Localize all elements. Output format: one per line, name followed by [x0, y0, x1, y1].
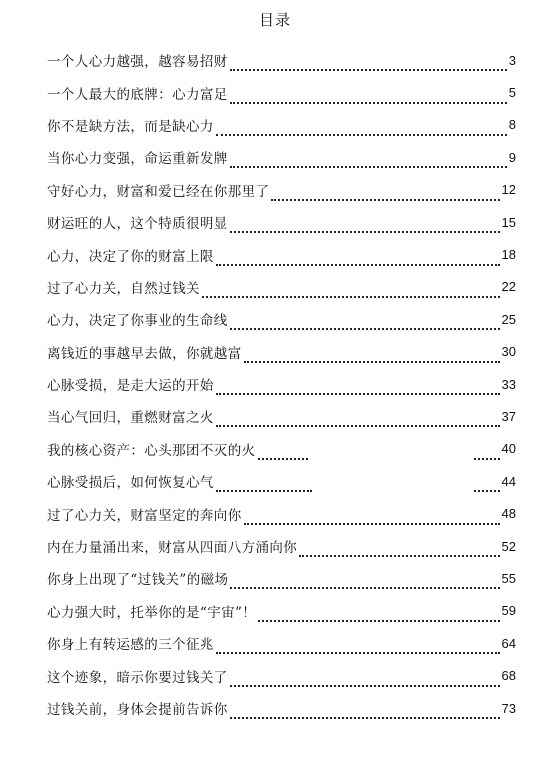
toc-entry-title: 过钱关前，身体会提前告诉你: [47, 702, 228, 718]
toc-page-number: 68: [501, 668, 516, 684]
toc-page-number: 48: [501, 506, 516, 522]
toc-dot-leader: [230, 577, 499, 589]
toc-entry[interactable]: [47, 497, 516, 529]
toc-dot-leader: [230, 221, 500, 233]
toc-entry[interactable]: [47, 433, 516, 465]
toc-entry[interactable]: [47, 692, 516, 724]
toc-entry[interactable]: [47, 303, 516, 335]
toc-entry[interactable]: [47, 336, 516, 368]
toc-dot-leader: [299, 545, 499, 557]
toc-entry-title: 心脉受损后，如何恢复心气: [47, 475, 214, 492]
toc-dot-leader: [474, 480, 500, 492]
toc-dot-leader: [216, 124, 507, 136]
toc-entry[interactable]: [47, 174, 516, 206]
toc-list: [47, 44, 516, 724]
toc-page-number: 44: [501, 473, 516, 489]
toc-dot-leader: [230, 675, 500, 687]
toc-page-number: 59: [501, 603, 516, 619]
toc-page-number: 33: [501, 376, 516, 392]
toc-dot-leader: [271, 189, 499, 201]
toc-entry-title: 守好心力，财富和爱已经在你那里了: [47, 183, 270, 200]
toc-entry[interactable]: [47, 141, 516, 173]
toc-page-number: 55: [501, 570, 516, 586]
toc-dot-leader: [244, 351, 500, 363]
toc-entry[interactable]: [47, 368, 516, 400]
toc-dot-leader: [230, 318, 500, 330]
toc-page-number: 18: [501, 247, 516, 263]
toc-page-number: 73: [501, 700, 516, 716]
toc-page-number: 15: [501, 214, 516, 230]
toc-entry-title: 当心气回归，重燃财富之火: [47, 410, 214, 427]
toc-dot-leader: [216, 383, 500, 395]
toc-entry[interactable]: [47, 400, 516, 432]
toc-page-number: 3: [508, 52, 516, 68]
toc-dot-leader: [244, 513, 500, 525]
toc-dot-leader: [202, 286, 500, 298]
toc-page-number: 22: [501, 279, 516, 295]
toc-entry[interactable]: [47, 562, 516, 594]
toc-entry-title: 我的核心资产：心头那团不灭的火: [47, 442, 256, 459]
toc-entry[interactable]: [47, 627, 516, 659]
toc-dot-leader: [216, 480, 312, 492]
toc-entry-title: 财运旺的人，这个特质很明显: [47, 216, 228, 233]
toc-entry-title: 心力，决定了你的财富上限: [47, 248, 214, 265]
toc-entry[interactable]: [47, 271, 516, 303]
toc-entry[interactable]: [47, 109, 516, 141]
toc-page-number: 40: [501, 441, 516, 457]
toc-entry-title: 过了心力关，财富坚定的奔向你: [47, 507, 242, 524]
toc-page-number: 30: [501, 344, 516, 360]
toc-entry[interactable]: [47, 206, 516, 238]
toc-dot-leader: [230, 92, 507, 104]
toc-entry-title: 心力强大时，托举你的是“宇宙”！: [47, 604, 257, 621]
toc-entry-title: 离钱近的事越早去做，你就越富: [47, 345, 242, 362]
toc-dot-leader: [258, 448, 308, 460]
toc-page-number: 37: [501, 408, 516, 424]
toc-dot-leader: [474, 448, 500, 460]
toc-dot-leader: [258, 610, 499, 622]
toc-dot-leader: [230, 707, 500, 719]
toc-entry-title: 这个迹象，暗示你要过钱关了: [47, 669, 228, 686]
toc-entry[interactable]: [47, 238, 516, 270]
toc-entry-title: 一个人最大的底牌：心力富足: [47, 86, 228, 103]
toc-dot-leader: [216, 642, 500, 654]
toc-entry[interactable]: [47, 44, 516, 76]
toc-entry[interactable]: [47, 659, 516, 691]
toc-entry-title: 心脉受损，是走大运的开始: [47, 378, 214, 395]
toc-entry-title: 你不是缺方法，而是缺心力: [47, 118, 214, 135]
toc-page-number: 25: [501, 311, 516, 327]
toc-entry-title: 你身上出现了“过钱关”的磁场: [47, 572, 229, 589]
toc-entry-title: 心力，决定了你事业的生命线: [47, 313, 228, 330]
toc-dot-leader: [230, 59, 507, 71]
toc-entry-title: 当你心力变强，命运重新发牌: [47, 151, 228, 168]
toc-entry-title: 一个人心力越强，越容易招财: [47, 54, 228, 71]
toc-entry-title: 过了心力关，自然过钱关: [47, 280, 200, 297]
toc-page-number: 64: [501, 635, 516, 651]
toc-page-number: 8: [508, 117, 516, 133]
toc-entry[interactable]: [47, 465, 516, 497]
toc-entry[interactable]: [47, 76, 516, 108]
toc-dot-leader: [230, 156, 507, 168]
toc-page-number: 9: [508, 149, 516, 165]
toc-page-number: 52: [501, 538, 516, 554]
toc-entry[interactable]: [47, 530, 516, 562]
toc-entry[interactable]: [47, 595, 516, 627]
toc-page-number: 12: [501, 182, 516, 198]
toc-entry-title: 内在力量涌出来，财富从四面八方涌向你: [47, 540, 298, 557]
toc-dot-leader: [216, 415, 500, 427]
toc-title: 目录: [258, 11, 291, 29]
toc-dot-leader: [216, 254, 500, 266]
toc-page-number: 5: [508, 85, 516, 101]
toc-entry-title: 你身上有转运感的三个征兆: [47, 637, 214, 654]
